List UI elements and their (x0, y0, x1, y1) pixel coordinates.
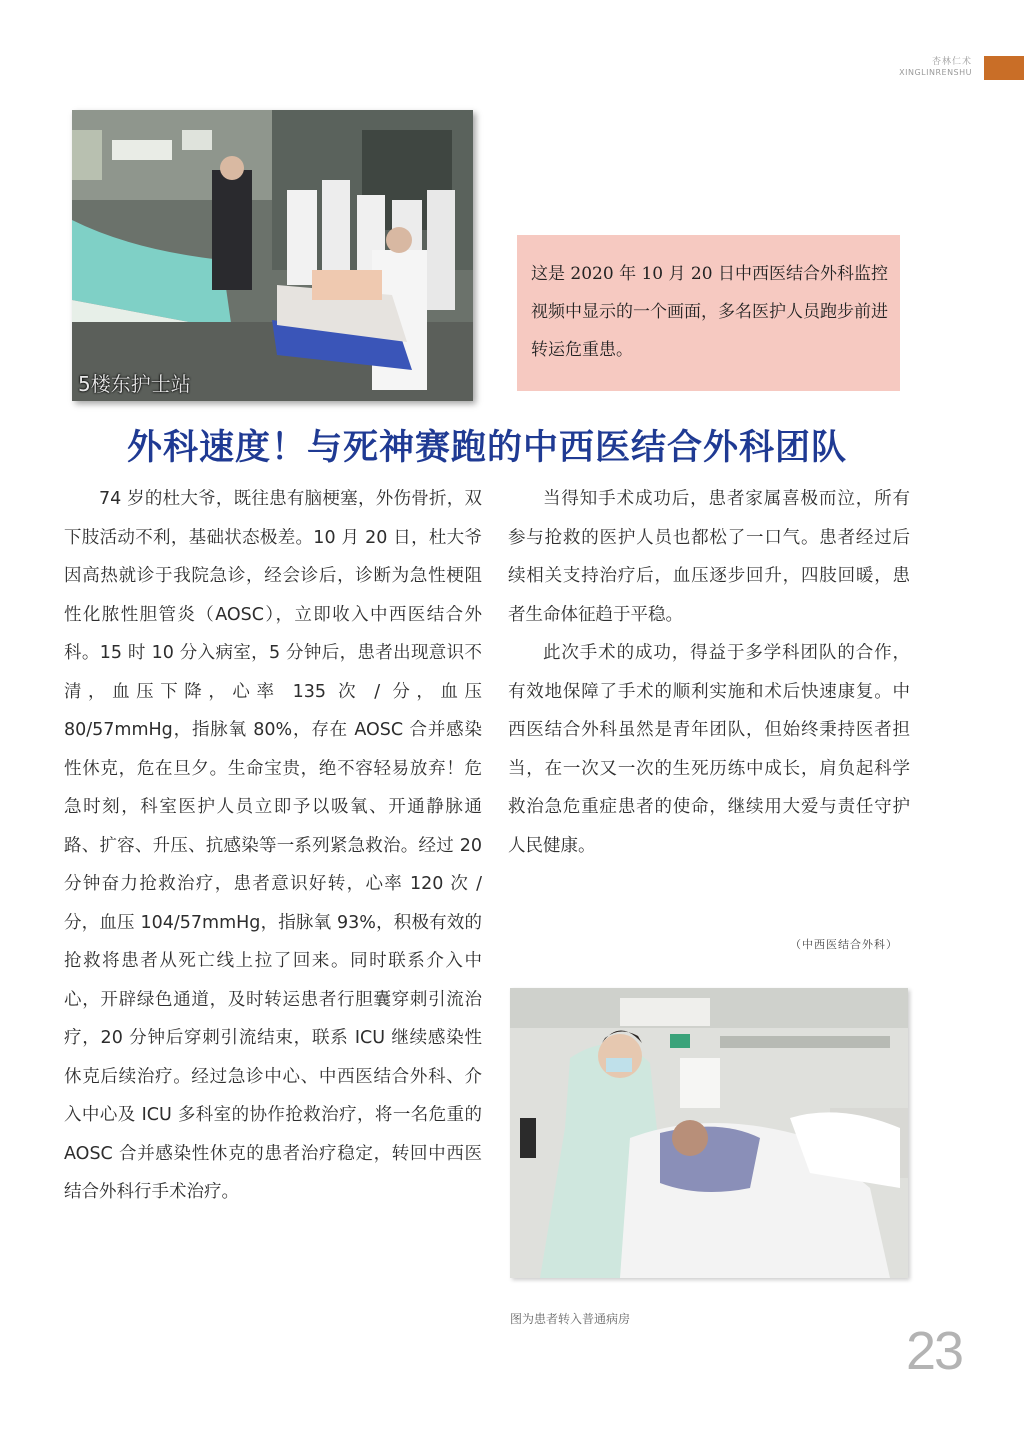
paragraph: 当得知手术成功后，患者家属喜极而泣，所有参与抢救的医护人员也都松了一口气。患者经过后续相关支持治疗后，血压逐步回升，四肢回暖，患者生命体征趋于平稳。 (508, 489, 910, 625)
header-section-zh: 杏林仁术 (931, 57, 972, 67)
article-title: 外科速度！与死神赛跑的中西医结合外科团队 (126, 427, 847, 468)
camera-overlay-label: 5楼东护士站 (78, 372, 191, 396)
paragraph: 此次手术的成功，得益于多学科团队的合作，有效地保障了手术的顺利实施和术后快速康复。中西医结合外科虽然是青年团队，但始终秉持医者担当，在一次又一次的生死历练中成长，肩负起科学救治急危重症患者的使命，继续用大爱与责任守护人民健康。 (508, 643, 910, 856)
paragraph: 74 岁的杜大爷，既往患有脑梗塞，外伤骨折，双下肢活动不利，基础状态极差。10 月 20 日，杜大爷因高热就诊于我院急诊，经会诊后，诊断为急性梗阻性化脓性胆管炎（AOSC），立即收入中西医结合外科。15 时 10 分入病室，5 分钟后，患者出现意识不清，血压下降，心率 135 次 / 分，血压 80/57mmHg，指脉氧 80%，存在 AOSC 合并感染性休克，危在旦夕。生命宝贵，绝不容轻易放弃！危急时刻，科室医护人员立即予以吸氧、开通静脉通路、扩容、升压、抗感染等一系列紧急救治。经过 20 分钟奋力抢救治疗，患者意识好转，心率 120 次 / 分，血压 104/57mmHg，指脉氧 93%，积极有效的抢救将患者从死亡线上拉了回来。同时联系介入中心，开辟绿色通道，及时转运患者行胆囊穿刺引流治疗，20 分钟后穿刺引流结束，联系 ICU 继续感染性休克后续治疗。经过急诊中心、中西医结合外科、介入中心及 ICU 多科室的协作抢救治疗，将一名危重的 AOSC 合并感染性休克的患者治疗稳定，转回中西医结合外科行手术治疗。 (64, 489, 482, 1202)
ward-photo-caption: 图为患者转入普通病房 (510, 1312, 631, 1326)
surveillance-photo (72, 110, 473, 401)
article-right-column (508, 480, 910, 865)
article-signature: （中西医结合外科） (790, 938, 898, 951)
header-accent-bar (984, 56, 1024, 80)
photo-caption-box: 这是 2020 年 10 月 20 日中西医结合外科监控视频中显示的一个画面，多名医护人员跑步前进转运危重患。 (517, 235, 900, 391)
header-section-en: XINGLINRENSHU (899, 68, 972, 77)
page-number: 23 (906, 1321, 963, 1381)
ward-photo (510, 988, 908, 1278)
article-left-column (64, 480, 482, 1212)
